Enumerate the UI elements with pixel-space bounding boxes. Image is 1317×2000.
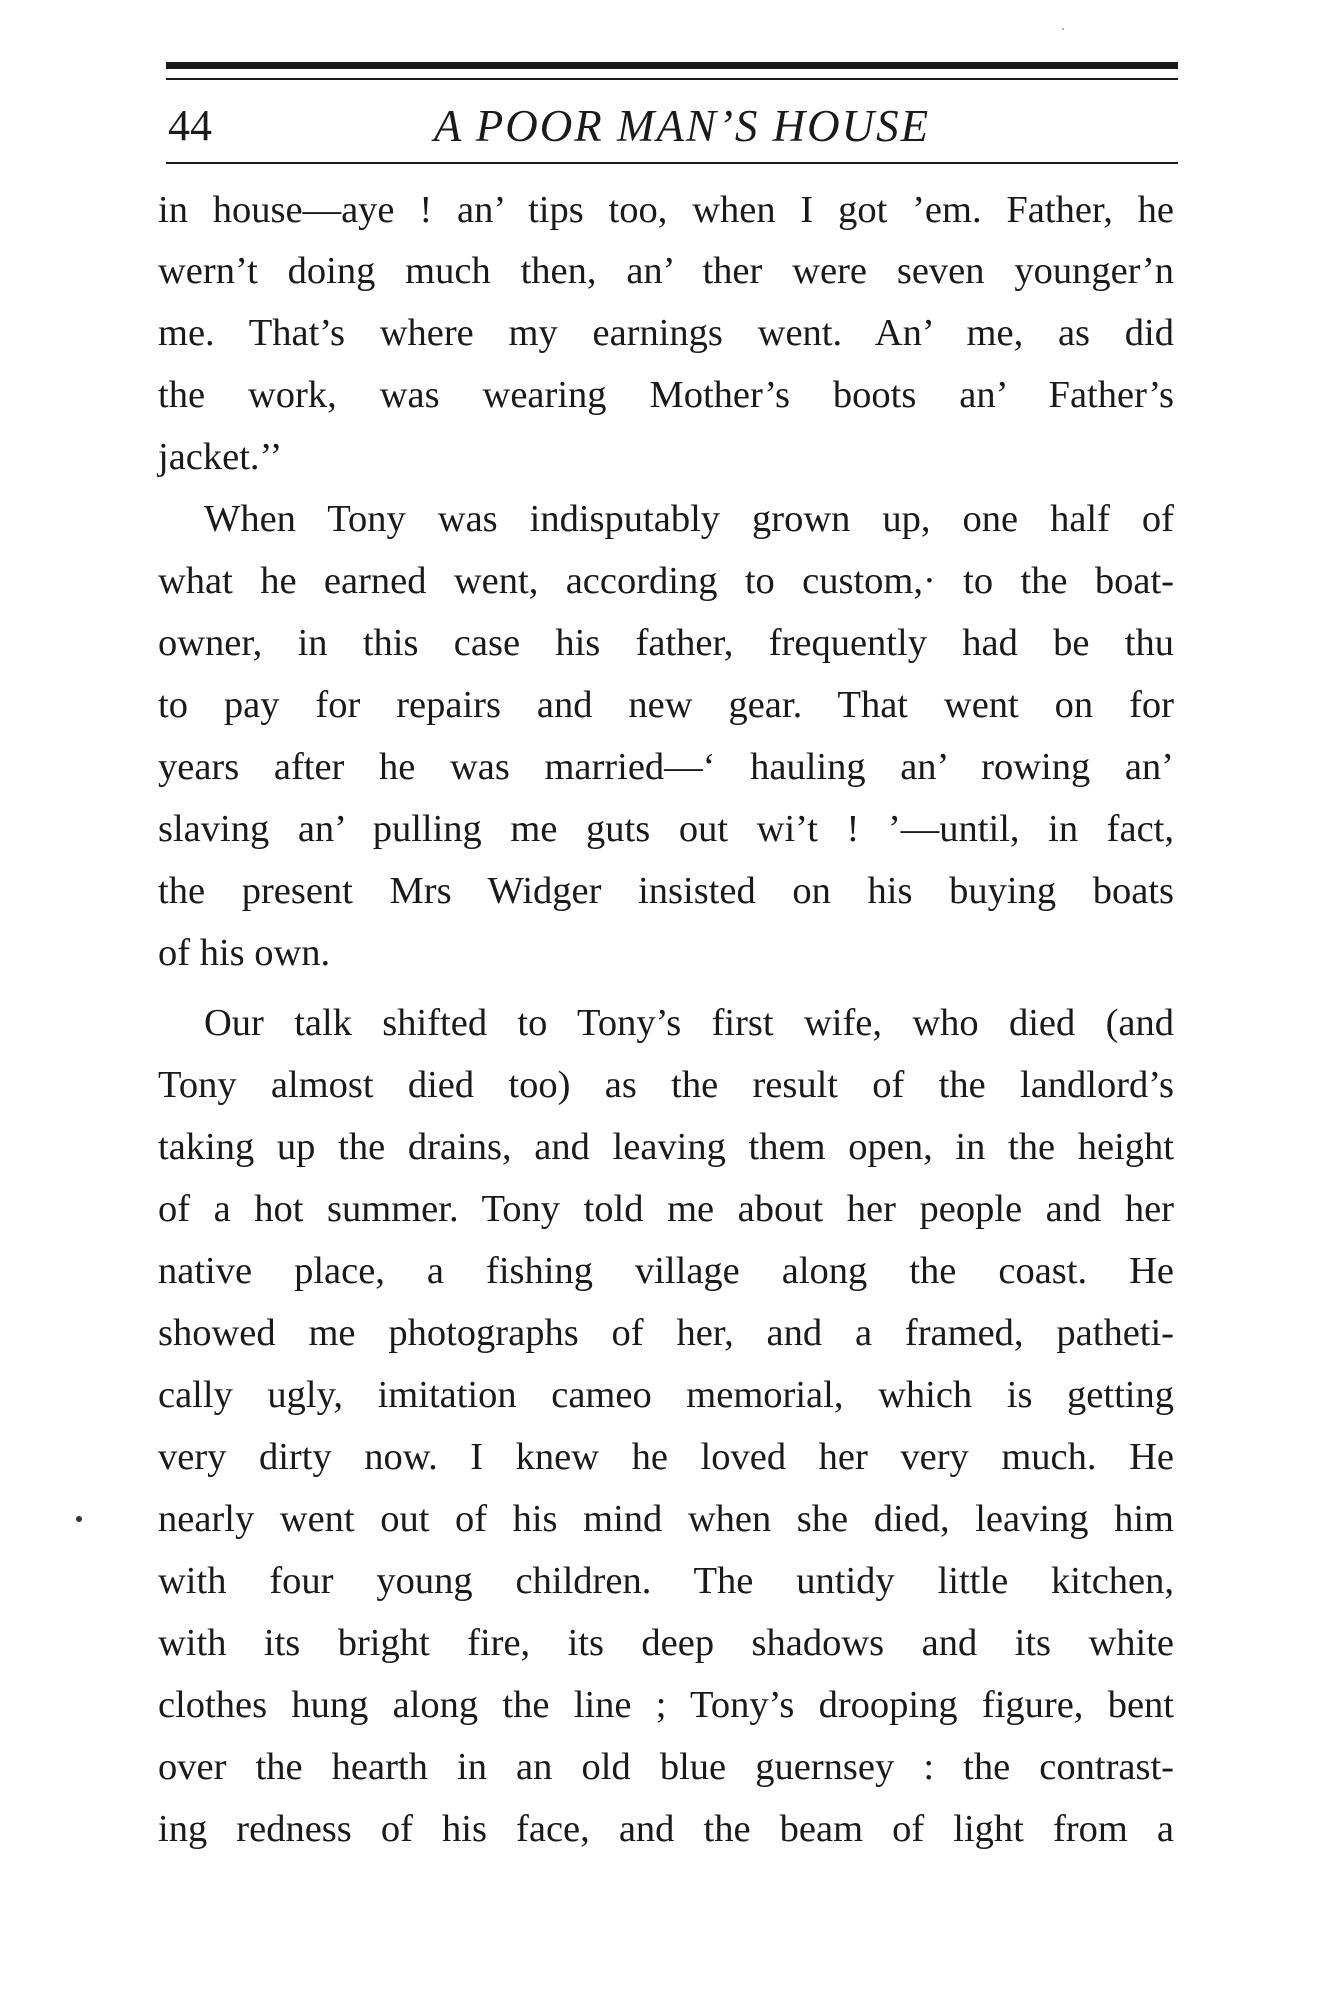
text-line: of his own. (158, 932, 331, 974)
paragraph-first-line: Our talk shifted to Tony’s first wife, who died (and (204, 1002, 1174, 1044)
text-line: wern’t doing much then, an’ ther were seven younger’n (158, 250, 1174, 292)
text-line: the present Mrs Widger insisted on his buying boats (158, 870, 1174, 912)
text-line: Tony almost died too) as the result of the landlord’s (158, 1064, 1174, 1106)
header-double-rule-thin (166, 78, 1178, 80)
text-line: very dirty now. I knew he loved her very much. He (158, 1436, 1174, 1478)
text-line: native place, a fishing village along the coast. He (158, 1250, 1174, 1292)
text-line: with four young children. The untidy little kitchen, (158, 1560, 1174, 1602)
text-line: slaving an’ pulling me guts out wi’t ! ’—until, in fact, (158, 808, 1174, 850)
text-line: what he earned went, according to custom,· to the boat- (158, 560, 1174, 602)
text-line: the work, was wearing Mother’s boots an’ Father’s (158, 374, 1174, 416)
text-line: of a hot summer. Tony told me about her people and her (158, 1188, 1174, 1230)
text-line: to pay for repairs and new gear. That went on for (158, 684, 1174, 726)
text-line: with its bright fire, its deep shadows and its white (158, 1622, 1174, 1664)
text-line: showed me photographs of her, and a framed, patheti- (158, 1312, 1174, 1354)
text-line: in house—aye ! an’ tips too, when I got ’em. Father, he (158, 189, 1174, 231)
text-line: ing redness of his face, and the beam of light from a (158, 1808, 1174, 1850)
header-underline-rule (166, 162, 1178, 164)
scan-speck (76, 1516, 82, 1522)
paragraph-first-line: When Tony was indisputably grown up, one half of (204, 498, 1174, 540)
text-line: taking up the drains, and leaving them open, in the height (158, 1126, 1174, 1168)
running-title: A POOR MAN’S HOUSE (433, 101, 931, 151)
text-line: years after he was married—‘ hauling an’ rowing an’ (158, 746, 1174, 788)
text-line: cally ugly, imitation cameo memorial, which is getting (158, 1374, 1174, 1416)
running-head (166, 96, 1178, 156)
text-line: over the hearth in an old blue guernsey : the contrast- (158, 1746, 1174, 1788)
header-double-rule-thick (166, 62, 1178, 69)
scan-speck (1062, 28, 1064, 30)
text-line: jacket.’’ (158, 436, 283, 478)
text-line: clothes hung along the line ; Tony’s drooping figure, bent (158, 1684, 1174, 1726)
text-line: nearly went out of his mind when she died, leaving him (158, 1498, 1174, 1540)
text-line: me. That’s where my earnings went. An’ me, as did (158, 312, 1174, 354)
page-number: 44 (168, 101, 212, 150)
text-line: owner, in this case his father, frequently had be thu (158, 622, 1174, 664)
